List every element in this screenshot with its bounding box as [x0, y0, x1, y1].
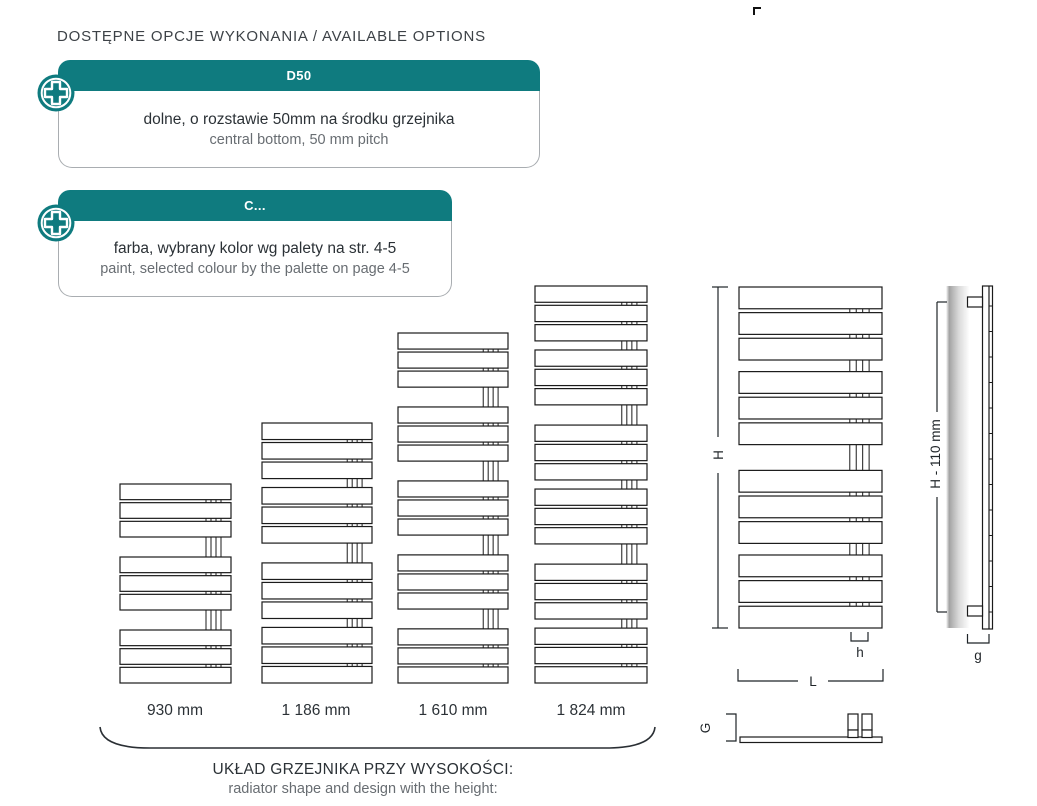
option-description-en: central bottom, 50 mm pitch	[209, 131, 389, 148]
option-description-pl: dolne, o rozstawie 50mm na środku grzejnika	[143, 110, 455, 128]
side-view-panel-shade	[946, 286, 969, 628]
dimension-G	[726, 714, 736, 741]
dimension-g	[968, 634, 990, 643]
dim-H-label: H	[711, 450, 726, 460]
radiator-height-label: 930 mm	[147, 702, 203, 719]
dim-h-label: h	[856, 645, 864, 660]
dim-side-height-label: H - 110 mm	[928, 419, 943, 489]
page-title: DOSTĘPNE OPCJE WYKONANIA / AVAILABLE OPTIONS	[57, 28, 486, 45]
brace-curve	[100, 727, 655, 748]
side-view-collector	[983, 286, 993, 629]
plus-icon	[34, 71, 78, 115]
dim-g-label: g	[974, 648, 982, 663]
dim-L-label: L	[809, 674, 817, 689]
caption-title: UKŁAD GRZEJNIKA PRZY WYSOKOŚCI:	[212, 761, 514, 778]
dimension-h	[851, 632, 868, 641]
option-code-badge: D50	[58, 60, 540, 91]
caption-subtitle: radiator shape and design with the height:	[228, 781, 498, 797]
radiator-height-label: 1 824 mm	[556, 702, 626, 719]
plus-icon	[34, 201, 78, 245]
bottom-view	[740, 714, 882, 743]
radiator-height-label: 1 186 mm	[281, 702, 351, 719]
radiator-height-label: 1 610 mm	[418, 702, 488, 719]
option-description-pl: farba, wybrany kolor wg palety na str. 4-5	[113, 240, 397, 257]
option-description-en: paint, selected colour by the palette on page 4-5	[100, 261, 410, 277]
side-view-wall-brackets	[968, 297, 983, 616]
caption-block	[140, 761, 586, 797]
dim-G-label: G	[698, 722, 713, 734]
option-code-badge: C...	[58, 190, 452, 221]
radiator-front-views	[120, 286, 882, 683]
